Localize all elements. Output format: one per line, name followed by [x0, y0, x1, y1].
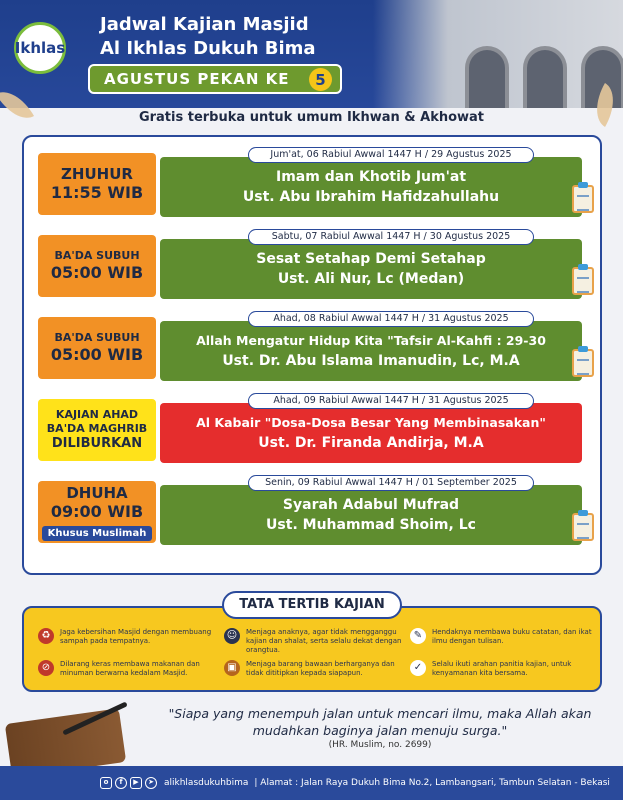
- schedule-speaker: Ust. Ali Nur, Lc (Medan): [277, 271, 465, 287]
- time-label: BA'DA SUBUH: [54, 331, 140, 344]
- schedule-content: [160, 485, 582, 545]
- schedule-time: [38, 399, 156, 461]
- time-label: BA'DA SUBUH: [54, 249, 140, 262]
- rule-text: Menjaga anaknya, agar tidak mengganggu kajian dan shalat, serta selalu dekat dengan orangtua.: [246, 628, 402, 654]
- logo-text: Ikhlas: [14, 39, 66, 57]
- rule-item: [410, 628, 600, 658]
- bag-icon: ▣: [224, 660, 240, 676]
- clipboard-icon: [572, 349, 594, 377]
- hadith-source: (HR. Muslim, no. 2699): [328, 740, 432, 750]
- schedule-topic: Sesat Setahap Demi Setahap: [256, 251, 486, 267]
- schedule-time: [38, 153, 156, 215]
- mosque-arch-mid: [523, 46, 567, 108]
- rule-text: Dilarang keras membawa makanan dan minuman berwarna kedalam Masjid.: [60, 660, 200, 677]
- no-food-icon: ⊘: [38, 660, 54, 676]
- time-value: 05:00 WIB: [50, 263, 144, 282]
- mosque-building-image: [373, 0, 623, 108]
- youtube-icon[interactable]: ▶: [130, 777, 142, 789]
- time-value: 05:00 WIB: [50, 345, 144, 364]
- clipboard-icon: [572, 267, 594, 295]
- schedule-row-2: [38, 229, 594, 301]
- schedule-date: Ahad, 09 Rabiul Awwal 1447 H / 31 Agustus 2025: [248, 393, 534, 409]
- checklist-icon: ✓: [410, 660, 426, 676]
- schedule-time: [38, 235, 156, 297]
- week-number-badge: 5: [309, 68, 332, 91]
- rule-item: [410, 660, 600, 690]
- time-label-2: BA'DA MAGHRIB: [46, 422, 148, 435]
- week-banner: [88, 64, 342, 94]
- cancel-notice: DILIBURKAN: [51, 436, 143, 451]
- page-title-line1: Jadwal Kajian Masjid: [100, 14, 309, 35]
- masjid-logo: [14, 22, 66, 74]
- time-label: DHUHA: [66, 483, 128, 502]
- child-icon: ☺: [224, 628, 240, 644]
- schedule-time: [38, 317, 156, 379]
- instagram-icon[interactable]: o: [100, 777, 112, 789]
- schedule-speaker: Ust. Dr. Firanda Andirja, M.A: [258, 435, 484, 451]
- schedule-speaker: Ust. Muhammad Shoim, Lc: [266, 517, 476, 533]
- schedule-speaker: Ust. Dr. Abu Islama Imanudin, Lc, M.A: [222, 353, 520, 369]
- time-value: 09:00 WIB: [50, 501, 144, 521]
- hadith-quote: "Siapa yang menempuh jalan untuk mencari ilmu, maka Allah akan mudahkan baginya jalan menuju surga.": [168, 706, 592, 738]
- rule-item: [38, 660, 228, 690]
- muslimah-badge: Khusus Muslimah: [42, 526, 153, 541]
- footer: [0, 766, 623, 800]
- schedule-topic: Al Kabair "Dosa-Dosa Besar Yang Membinasakan": [196, 415, 546, 430]
- subtitle: Gratis terbuka untuk umum Ikhwan & Akhowat: [138, 110, 485, 125]
- schedule-row-3: [38, 311, 594, 383]
- schedule-time: [38, 481, 156, 543]
- schedule-row-4: [38, 393, 594, 465]
- mosque-arch-left: [465, 46, 509, 108]
- social-handle[interactable]: alikhlasdukuhbima: [164, 778, 249, 788]
- rule-text: Menjaga barang bawaan berharganya dan tidak dititipkan kepada siapapun.: [246, 660, 395, 677]
- facebook-icon[interactable]: f: [115, 777, 127, 789]
- schedule-date: Sabtu, 07 Rabiul Awwal 1447 H / 30 Agustus 2025: [248, 229, 534, 245]
- week-label: AGUSTUS PEKAN KE: [104, 70, 290, 88]
- schedule-date: Jum'at, 06 Rabiul Awwal 1447 H / 29 Agustus 2025: [248, 147, 534, 163]
- rule-text: Selalu ikuti arahan panitia kajian, untuk kenyamanan kita bersama.: [432, 660, 572, 677]
- schedule-panel: [22, 135, 602, 575]
- schedule-row-5: [38, 475, 594, 547]
- trash-icon: ♻: [38, 628, 54, 644]
- page-title-line2: Al Ikhlas Dukuh Bima: [100, 38, 316, 59]
- schedule-content: [160, 321, 582, 381]
- schedule-speaker: Ust. Abu Ibrahim Hafidzahullahu: [242, 189, 500, 205]
- rule-item: [224, 660, 414, 690]
- rules-title: TATA TERTIB KAJIAN: [222, 591, 402, 619]
- rule-item: [224, 628, 414, 658]
- schedule-content: [160, 239, 582, 299]
- book-icon: ✎: [410, 628, 426, 644]
- schedule-topic: Imam dan Khotib Jum'at: [275, 169, 467, 185]
- header: [0, 0, 623, 108]
- rule-text: Hendaknya membawa buku catatan, dan ikat ilmu dengan tulisan.: [432, 628, 592, 645]
- schedule-date: Senin, 09 Rabiul Awwal 1447 H / 01 September 2025: [248, 475, 534, 491]
- time-value: 11:55 WIB: [50, 183, 144, 202]
- rule-item: [38, 628, 228, 658]
- rule-text: Jaga kebersihan Masjid dengan membuang sampah pada tempatnya.: [60, 628, 212, 645]
- time-label: ZHUHUR: [61, 165, 133, 183]
- schedule-content: [160, 403, 582, 463]
- schedule-topic: Syarah Adabul Mufrad: [282, 497, 460, 513]
- schedule-date: Ahad, 08 Rabiul Awwal 1447 H / 31 Agustus 2025: [248, 311, 534, 327]
- schedule-row-1: [38, 147, 594, 219]
- clipboard-icon: [572, 513, 594, 541]
- address: | Alamat : Jalan Raya Dukuh Bima No.2, Lambangsari, Tambun Selatan - Bekasi: [254, 778, 610, 788]
- schedule-content: [160, 157, 582, 217]
- schedule-topic: Allah Mengatur Hidup Kita "Tafsir Al-Kahfi : 29-30: [196, 333, 546, 348]
- telegram-icon[interactable]: ➤: [145, 777, 157, 789]
- clipboard-icon: [572, 185, 594, 213]
- time-label: KAJIAN AHAD: [55, 408, 139, 421]
